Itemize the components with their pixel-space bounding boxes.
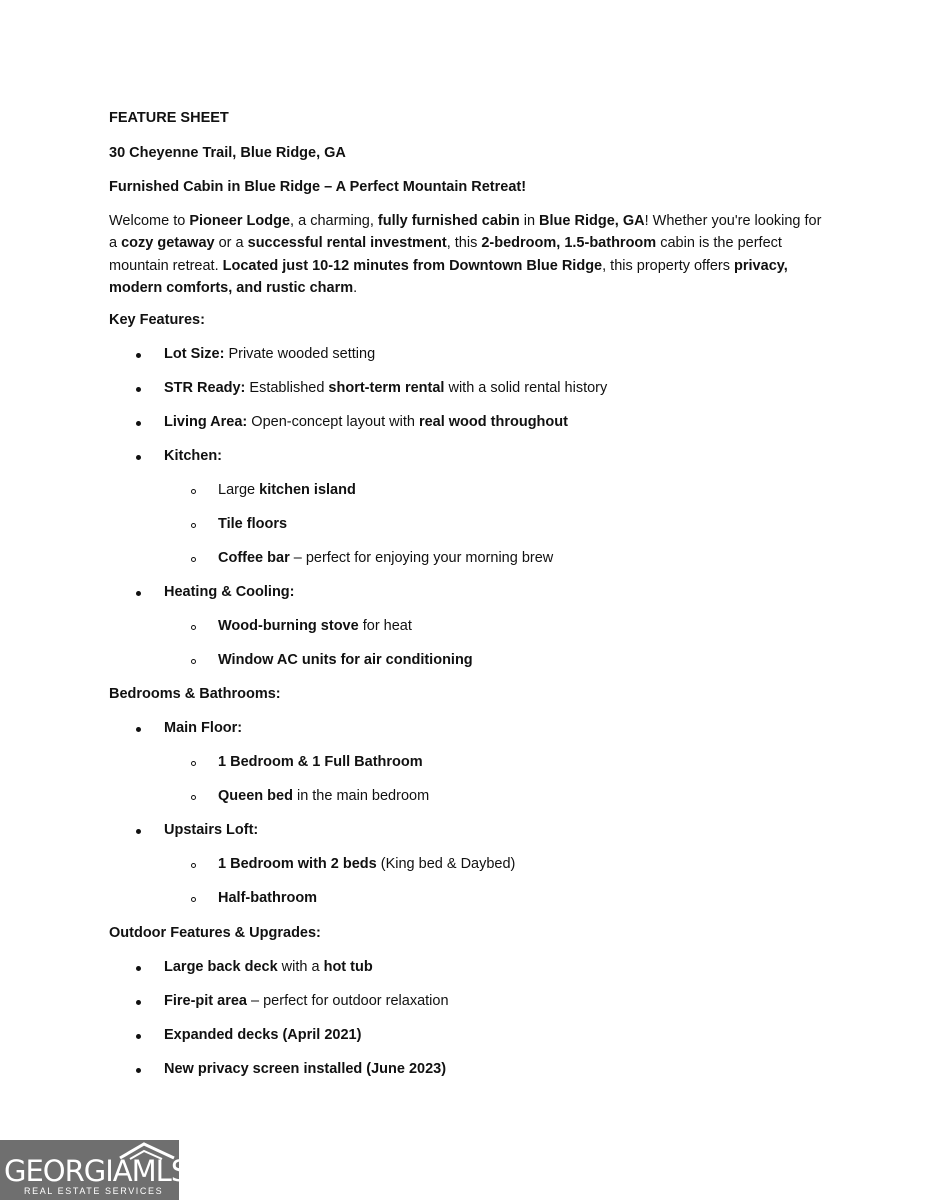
property-address: 30 Cheyenne Trail, Blue Ridge, GA [109,145,346,161]
logo-tagline: REAL ESTATE SERVICES [24,1186,164,1196]
georgia-mls-logo [0,1140,189,1200]
logo-wordmark: GEORGIAMLS [4,1154,189,1188]
bedrooms-heading: Bedrooms & Bathrooms: [109,686,281,702]
key-features-heading: Key Features: [109,312,205,328]
intro-paragraph: Welcome to Pioneer Lodge, a charming, fully furnished cabin in Blue Ridge, GA! Whether you're looking for a cozy getaway or a successful rental investment, this 2-bedroom, 1.5-bathroom cabin is the perfect mountain retreat. Located just 10-12 minutes from Downtown Blue Ridge, this property offers privacy, modern comforts, and rustic charm. [109,213,822,296]
headline: Furnished Cabin in Blue Ridge – A Perfect Mountain Retreat! [109,179,527,195]
outdoor-heading: Outdoor Features & Upgrades: [109,925,321,941]
sheet-label: FEATURE SHEET [109,110,229,126]
